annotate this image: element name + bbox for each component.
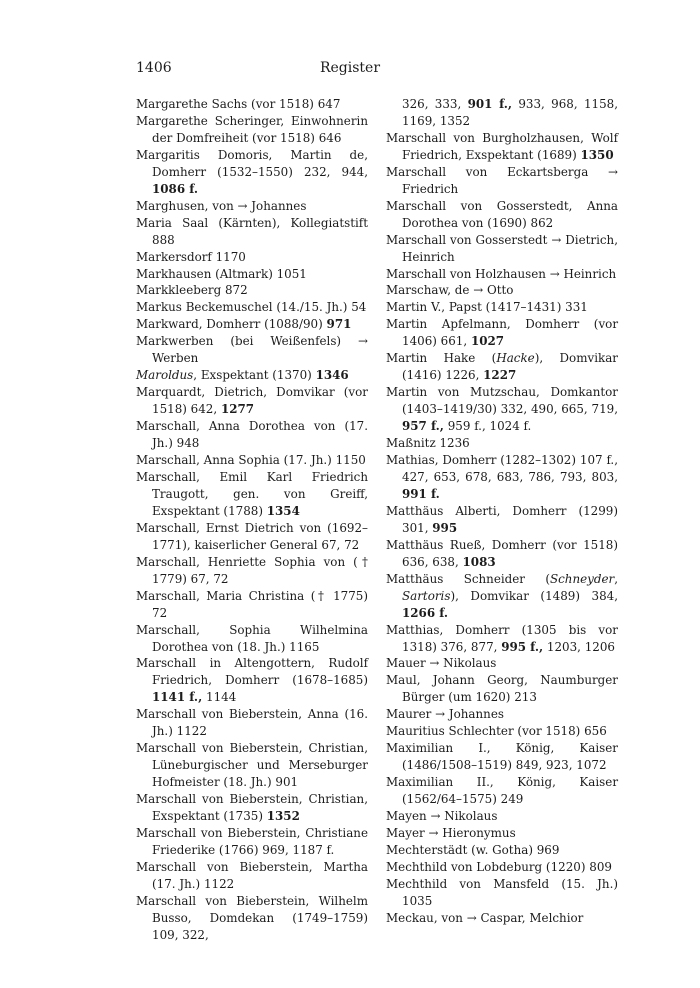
entry-text: Marschall, Emil Karl Friedrich Traugott, gen. von Greiff, Exspektant (1788) xyxy=(136,469,368,518)
page-ref-bold: 1352 xyxy=(266,809,300,824)
index-entry xyxy=(386,384,618,435)
entry-text: Marschall, Henriette Sophia von († 1779) 67, 72 xyxy=(136,554,368,586)
index-entry xyxy=(386,96,618,130)
entry-text: Marschall von Bieberstein, Anna (16. Jh.) 1122 xyxy=(136,707,368,739)
index-entry xyxy=(136,554,368,588)
entry-text: Mayer → Hieronymus xyxy=(386,825,516,840)
page-ref-bold: 1350 xyxy=(580,147,614,162)
entry-text: Markkleeberg 872 xyxy=(136,283,248,298)
italic-text: Hacke xyxy=(496,351,535,366)
entry-text: Marschall von Bieberstein, Christian, Lüneburgischer und Merseburger Hofmeister (18. Jh.) 901 xyxy=(136,741,368,790)
index-entry xyxy=(136,791,368,825)
index-entry xyxy=(386,808,618,825)
index-entry xyxy=(136,198,368,215)
entry-text: Maul, Johann Georg, Naumburger Bürger (um 1620) 213 xyxy=(386,673,618,705)
page-ref-bold: 1086 f. xyxy=(152,181,199,196)
entry-text: Markersdorf 1170 xyxy=(136,249,246,264)
entry-text: Marschall von Bieberstein, Martha (17. Jh.) 1122 xyxy=(136,859,368,891)
entry-text: Marschall von Holzhausen → Heinrich xyxy=(386,266,617,281)
index-entry xyxy=(136,655,368,706)
index-entry xyxy=(386,452,618,503)
index-entry xyxy=(136,893,368,944)
entry-text: Markwerben (bei Weißenfels) → Werben xyxy=(136,334,368,366)
index-entry xyxy=(136,316,368,333)
index-entry xyxy=(136,825,368,859)
italic-text: Maroldus xyxy=(136,368,194,383)
entry-text: Marquardt, Dietrich, Domvikar (vor 1518) 642, xyxy=(136,385,368,417)
page-ref-bold: 995 f., xyxy=(501,639,544,654)
page-number: 1406 xyxy=(136,60,172,76)
page-ref-bold: 1346 xyxy=(315,368,349,383)
entry-text: Martin V., Papst (1417–1431) 331 xyxy=(386,300,588,315)
entry-text: Marschaw, de → Otto xyxy=(386,283,514,298)
index-entry xyxy=(386,622,618,656)
entry-text: Markhausen (Altmark) 1051 xyxy=(136,266,307,281)
entry-text: Meckau, von → Caspar, Melchior xyxy=(386,910,584,925)
index-entry xyxy=(386,537,618,571)
index-entry xyxy=(136,469,368,520)
entry-text: Marschall, Anna Sophia (17. Jh.) 1150 xyxy=(136,453,366,468)
index-entry xyxy=(386,282,618,299)
entry-text: Maximilian I., König, Kaiser (1486/1508–1519) 849, 923, 1072 xyxy=(386,741,618,773)
index-entry xyxy=(136,215,368,249)
entry-text: 1144 xyxy=(202,690,237,705)
entry-text: Mauer → Nikolaus xyxy=(386,656,497,671)
index-entry xyxy=(386,266,618,283)
entry-text: 1203, 1206 xyxy=(543,639,616,654)
index-entry xyxy=(136,622,368,656)
index-entry xyxy=(386,723,618,740)
entry-text: Matthias, Domherr (1305 bis vor 1318) 376, 877, xyxy=(386,622,618,654)
entry-text: Martin Apfelmann, Domherr (vor 1406) 661, xyxy=(386,317,618,349)
entry-text: Marschall, Anna Dorothea von (17. Jh.) 948 xyxy=(136,419,368,451)
entry-text: Markward, Domherr (1088/90) xyxy=(136,317,327,332)
entry-text: ), Domvikar (1416) 1226, xyxy=(402,351,618,383)
index-entry xyxy=(386,164,618,198)
entry-text: Marschall, Ernst Dietrich von (1692–1771), kaiserlicher General 67, 72 xyxy=(136,520,368,552)
index-entry xyxy=(136,282,368,299)
entry-text: Martin Hake ( xyxy=(386,351,497,366)
entry-text: 933, 968, 1158, 1169, 1352 xyxy=(402,97,618,128)
index-entry xyxy=(386,672,618,706)
entry-text: Mechthild von Mansfeld (15. Jh.) 1035 xyxy=(386,876,618,908)
entry-text: 959 f., 1024 f. xyxy=(443,419,532,434)
running-head: Register xyxy=(319,60,381,76)
index-entry xyxy=(386,503,618,537)
entry-text: Matthäus Schneider ( xyxy=(386,571,550,586)
index-entry xyxy=(136,520,368,554)
index-entry xyxy=(136,588,368,622)
page-ref-bold: 1083 xyxy=(462,554,496,569)
entry-text: 326, 333, xyxy=(402,97,468,111)
page-ref-bold: 1277 xyxy=(220,402,255,417)
index-entry xyxy=(386,910,618,927)
entry-text: , Exspektant (1370) xyxy=(193,368,316,383)
index-entry xyxy=(136,113,368,147)
entry-text: Marschall in Altengottern, Rudolf Friedrich, Domherr (1678–1685) xyxy=(136,656,368,688)
index-entry xyxy=(386,198,618,232)
entry-text: Marschall von Burgholzhausen, Wolf Friedrich, Exspektant (1689) xyxy=(386,130,618,162)
index-entry xyxy=(136,299,368,316)
index-entry xyxy=(386,350,618,384)
entry-text: Mathias, Domherr (1282–1302) 107 f., 427, 653, 678, 683, 786, 793, 803, xyxy=(386,453,618,484)
index-entry xyxy=(386,825,618,842)
entry-text: Mechthild von Lobdeburg (1220) 809 xyxy=(386,859,612,874)
entry-text: Margaritis Domoris, Martin de, Domherr (1532–1550) 232, 944, xyxy=(136,147,368,179)
entry-text: Maximilian II., König, Kaiser (1562/64–1575) 249 xyxy=(386,775,618,807)
entry-text: Markus Beckemuschel (14./15. Jh.) 54 xyxy=(136,300,367,315)
index-column-right xyxy=(386,96,618,927)
index-column-left xyxy=(136,96,368,944)
index-entry xyxy=(386,859,618,876)
index-entry xyxy=(136,96,368,113)
page-ref-bold: 957 f., xyxy=(402,419,444,434)
index-entry xyxy=(136,367,368,384)
page-ref-bold: 1227 xyxy=(483,368,517,383)
entry-text: Mayen → Nikolaus xyxy=(386,809,498,824)
index-entry xyxy=(136,706,368,740)
entry-text: Matthäus Alberti, Domherr (1299) 301, xyxy=(386,503,618,535)
entry-text: Marschall von Bieberstein, Christian, Exspektant (1735) xyxy=(136,792,368,824)
index-entry xyxy=(386,842,618,859)
entry-text: Mechterstädt (w. Gotha) 969 xyxy=(386,842,560,857)
entry-text: Marschall, Maria Christina († 1775) 72 xyxy=(136,588,368,620)
index-entry xyxy=(136,740,368,791)
index-entry xyxy=(136,249,368,266)
index-entry xyxy=(386,130,618,164)
entry-text: , xyxy=(614,571,618,586)
entry-text: Marschall von Gosserstedt, Anna Dorothea von (1690) 862 xyxy=(386,198,618,230)
index-entry xyxy=(386,232,618,266)
index-entry xyxy=(136,859,368,893)
page-ref-bold: 1266 f. xyxy=(402,605,449,620)
index-entry xyxy=(136,418,368,452)
italic-text: Schneyder xyxy=(550,571,615,586)
index-entry xyxy=(136,384,368,418)
entry-text: Margarethe Sachs (vor 1518) 647 xyxy=(136,97,341,111)
index-entry xyxy=(386,774,618,808)
index-entry xyxy=(136,452,368,469)
page-ref-bold: 971 xyxy=(326,317,352,332)
entry-text: Marschall, Sophia Wilhelmina Dorothea von (18. Jh.) 1165 xyxy=(136,622,368,654)
entry-text: Marschall von Bieberstein, Christiane Friederike (1766) 969, 1187 f. xyxy=(136,825,368,857)
index-entry xyxy=(386,706,618,723)
index-entry xyxy=(386,316,618,350)
entry-text: Marschall von Gosserstedt → Dietrich, Heinrich xyxy=(386,232,618,264)
entry-text: Mauritius Schlechter (vor 1518) 656 xyxy=(386,724,607,739)
index-entry xyxy=(386,571,618,622)
index-entry xyxy=(386,876,618,910)
page-ref-bold: 991 f. xyxy=(402,486,440,501)
entry-text: Marschall von Bieberstein, Wilhelm Busso, Domdekan (1749–1759) 109, 322, xyxy=(136,893,368,942)
entry-text: ), Domvikar (1489) 384, xyxy=(450,588,618,603)
page-ref-bold: 995 xyxy=(432,520,458,535)
index-entry xyxy=(386,299,618,316)
index-entry xyxy=(136,333,368,367)
entry-text: Maurer → Johannes xyxy=(386,707,504,722)
entry-text: Martin von Mutzschau, Domkantor (1403–1419/30) 332, 490, 665, 719, xyxy=(386,385,618,417)
entry-text: Maßnitz 1236 xyxy=(386,436,470,451)
index-entry xyxy=(136,147,368,198)
entry-text: Maria Saal (Kärnten), Kollegiatstift 888 xyxy=(136,215,368,247)
entry-text: Marschall von Eckartsberga → Friedrich xyxy=(386,164,618,196)
page-ref-bold: 1141 f., xyxy=(152,690,203,705)
page-ref-bold: 901 f., xyxy=(467,97,513,111)
page-ref-bold: 1354 xyxy=(266,503,300,518)
index-entry xyxy=(136,266,368,283)
entry-text: Margarethe Scheringer, Einwohnerin der Domfreiheit (vor 1518) 646 xyxy=(136,113,368,145)
entry-text: Marghusen, von → Johannes xyxy=(136,198,307,213)
index-entry xyxy=(386,655,618,672)
italic-text: Sartoris xyxy=(402,588,451,603)
entry-text: Matthäus Rueß, Domherr (vor 1518) 636, 638, xyxy=(386,537,618,569)
page-ref-bold: 1027 xyxy=(470,334,505,349)
index-entry xyxy=(386,740,618,774)
index-entry xyxy=(386,435,618,452)
